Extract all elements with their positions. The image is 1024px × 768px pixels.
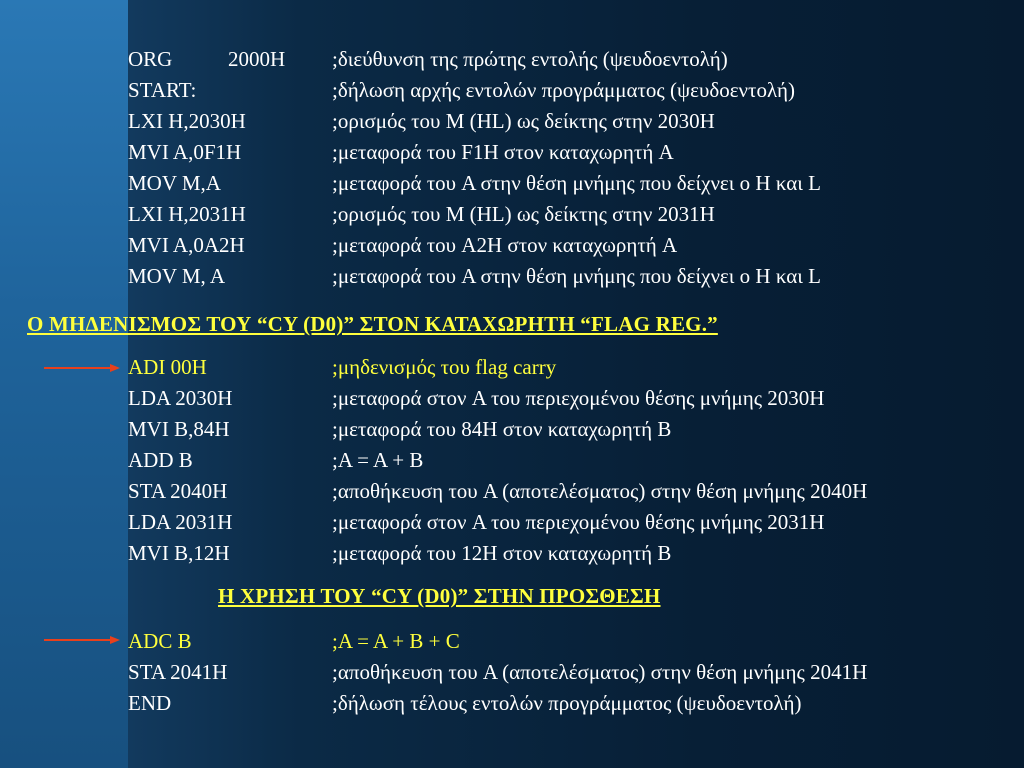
code-line — [128, 688, 1008, 719]
comment: ;μηδενισμός του flag carry — [332, 355, 557, 379]
code-line — [128, 476, 1008, 507]
comment: ;μεταφορά στον A του περιεχομένου θέσης μνήμης 2031H — [332, 510, 825, 534]
code-line — [128, 261, 1008, 292]
code-block-addition — [128, 352, 1008, 569]
code-line — [128, 44, 1008, 75]
instruction: STA 2040H — [128, 479, 228, 503]
instruction: MVI B,84H — [128, 417, 230, 441]
arrow-right-icon — [44, 635, 120, 645]
instruction: LDA 2031H — [128, 510, 233, 534]
code-line — [128, 445, 1008, 476]
code-line — [128, 414, 1008, 445]
code-line — [128, 383, 1008, 414]
comment: ;μεταφορά του 12H στον καταχωρητή B — [332, 541, 672, 565]
comment: ;μεταφορά του F1H στον καταχωρητή A — [332, 140, 674, 164]
code-line — [128, 106, 1008, 137]
arrow-right-icon — [44, 363, 120, 373]
code-block-setup — [128, 44, 1008, 292]
comment: ;ορισμός του Μ (HL) ως δείκτης στην 2030H — [332, 109, 715, 133]
instruction: LXI H,2030H — [128, 109, 246, 133]
code-line-highlighted — [128, 352, 1008, 383]
instruction: STA 2041H — [128, 660, 228, 684]
instruction: MVI A,0A2H — [128, 233, 245, 257]
operand: 2000H — [228, 47, 286, 71]
instruction: LDA 2030H — [128, 386, 233, 410]
instruction: ADC B — [128, 629, 192, 653]
code-line — [128, 199, 1008, 230]
section-heading-carry-reset: Ο ΜΗΔΕΝΙΣΜΟΣ ΤΟΥ “CY (D0)” ΣΤΟΝ ΚΑΤΑΧΩΡΗΤΗ “FLAG REG.” — [27, 312, 718, 336]
code-line — [128, 230, 1008, 261]
instruction: MOV M, A — [128, 264, 226, 288]
comment: ;ορισμός του Μ (HL) ως δείκτης στην 2031H — [332, 202, 715, 226]
comment: ;αποθήκευση του A (αποτελέσματος) στην θέση μνήμης 2040H — [332, 479, 868, 503]
instruction: MOV M,A — [128, 171, 221, 195]
comment: ;μεταφορά του A2H στον καταχωρητή A — [332, 233, 678, 257]
instruction: START: — [128, 78, 197, 102]
comment: ;μεταφορά του 84H στον καταχωρητή B — [332, 417, 672, 441]
instruction: ADI 00H — [128, 355, 207, 379]
instruction: LXI H,2031H — [128, 202, 246, 226]
comment: ;αποθήκευση του A (αποτελέσματος) στην θέση μνήμης 2041H — [332, 660, 868, 684]
instruction: MVI A,0F1H — [128, 140, 242, 164]
code-block-adc — [128, 626, 1008, 719]
code-line-highlighted — [128, 626, 1008, 657]
comment: ;A = A + B — [332, 448, 424, 472]
instruction: MVI B,12H — [128, 541, 230, 565]
code-line — [128, 168, 1008, 199]
code-line — [128, 657, 1008, 688]
instruction: ADD B — [128, 448, 193, 472]
comment: ;μεταφορά του A στην θέση μνήμης που δείχνει ο H και L — [332, 171, 821, 195]
comment: ;δήλωση αρχής εντολών προγράμματος (ψευδοεντολή) — [332, 78, 795, 102]
comment: ;A = A + B + C — [332, 629, 460, 653]
comment: ;μεταφορά στον A του περιεχομένου θέσης μνήμης 2030H — [332, 386, 825, 410]
comment: ;μεταφορά του A στην θέση μνήμης που δείχνει ο H και L — [332, 264, 821, 288]
comment: ;δήλωση τέλους εντολών προγράμματος (ψευδοεντολή) — [332, 691, 802, 715]
section-heading-carry-addition: Η ΧΡΗΣΗ ΤΟΥ “CY (D0)” ΣΤΗΝ ΠΡΟΣΘΕΣΗ — [218, 584, 661, 608]
code-line — [128, 137, 1008, 168]
instruction: ORG — [128, 47, 173, 71]
code-line — [128, 538, 1008, 569]
comment: ;διεύθυνση της πρώτης εντολής (ψευδοεντολή) — [332, 47, 728, 71]
code-line — [128, 507, 1008, 538]
code-line — [128, 75, 1008, 106]
instruction: END — [128, 691, 172, 715]
